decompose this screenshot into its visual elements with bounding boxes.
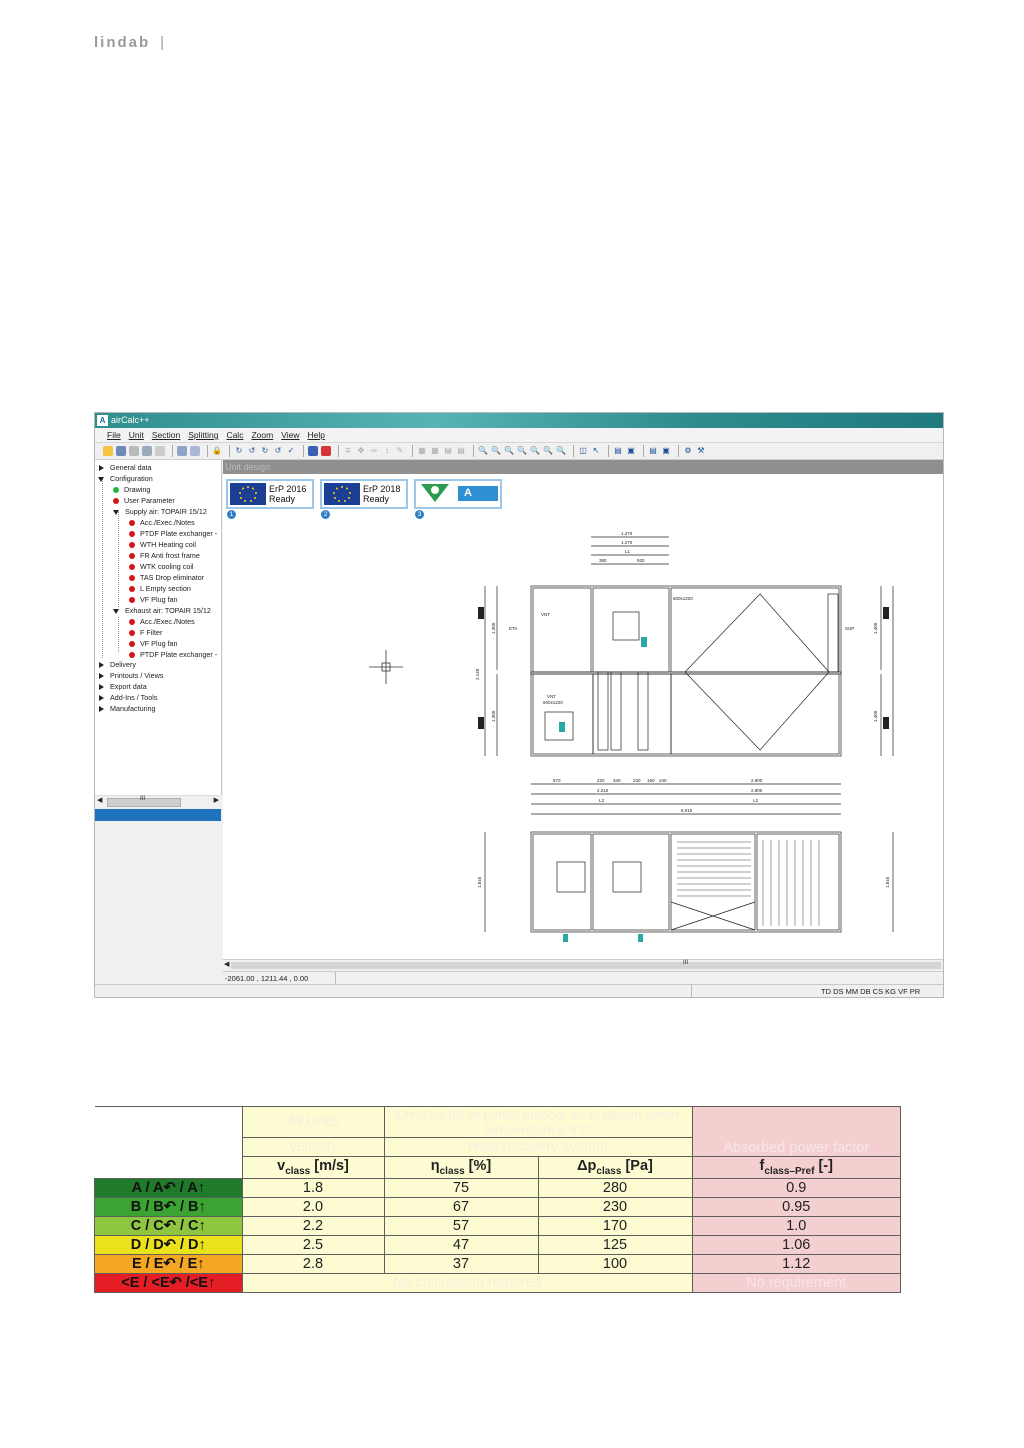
tree-item-drawing[interactable]: Drawing: [113, 485, 150, 495]
tree-item-supply-component[interactable]: PTDF Plate exchanger -: [129, 529, 217, 539]
unit-label: 600x1220: [543, 700, 563, 705]
tree-item-supply-component[interactable]: FR Anti frost frame: [129, 551, 200, 561]
tree-item-printouts[interactable]: Printouts / Views: [99, 671, 163, 681]
network-icon[interactable]: ⚙: [684, 446, 692, 455]
eu-flag-icon: [230, 483, 266, 505]
cube-red-icon[interactable]: [321, 446, 331, 456]
rotate-alt2-icon[interactable]: ↺: [274, 446, 282, 455]
title-bar: [95, 413, 943, 428]
erp-2018-line1: ErP 2018: [363, 484, 401, 494]
class-label: C / C↶ / C↑: [95, 1217, 243, 1236]
tree-scrollbar[interactable]: [95, 795, 221, 808]
pressure-value: 170: [538, 1217, 692, 1236]
status-ok-icon: [113, 487, 119, 493]
tree-item-supply-component[interactable]: WTH Heating coil: [129, 540, 196, 550]
menu-section[interactable]: Section: [151, 430, 181, 440]
header-outdoor-air: Units for full or partial outdoor air at design winter temperature ≤ 9°C: [384, 1107, 692, 1138]
col-power-factor: $f_{class-Pref}$ [-]: [692, 1157, 901, 1179]
unit-technical-drawing[interactable]: [473, 522, 933, 942]
class-label: D / D↶ / D↑: [95, 1236, 243, 1255]
col-efficiency: $\eta_{class}$ [%]: [384, 1157, 538, 1179]
no-calculation-note: No calculation required: [242, 1274, 692, 1293]
energy-class-table: [94, 1106, 901, 1293]
dim-label: 240: [659, 778, 667, 783]
toolbar-separator: [678, 445, 679, 457]
power-factor-value: 1.0: [692, 1217, 901, 1236]
toolbar-separator: [229, 445, 230, 457]
dim-label: 1.645: [885, 876, 890, 888]
dim-label: L1: [625, 549, 631, 554]
dim-label: L3: [599, 798, 605, 803]
power-factor-value: 0.95: [692, 1198, 901, 1217]
pressure-value: 280: [538, 1179, 692, 1198]
tree-item-exhaust-air[interactable]: Exhaust air: TOPAIR 15/12: [113, 606, 211, 616]
layers-icon[interactable]: ▤: [614, 446, 622, 455]
tree-item-supply-component[interactable]: TAS Drop eliminator: [129, 573, 204, 583]
header-heat-recovery: Heat recovery system: [384, 1138, 692, 1157]
status-error-icon: [129, 575, 135, 581]
erp-2016-badge[interactable]: [226, 479, 314, 509]
badge-number-1: 1: [227, 510, 236, 519]
col-velocity: $v_{class}$ [m/s]: [242, 1157, 384, 1179]
status-bar: [95, 984, 943, 998]
status-error-icon: [129, 564, 135, 570]
badge-number-2: 2: [321, 510, 330, 519]
dim-label: 340: [613, 778, 621, 783]
col-pressure-drop: $\Delta p_{class}$ [Pa]: [538, 1157, 692, 1179]
eu-flag-icon: [324, 483, 360, 505]
power-factor-value: 1.12: [692, 1255, 901, 1274]
dim-label: 1.645: [477, 876, 482, 888]
class-label: <E / <E↶ /<E↑: [95, 1274, 243, 1293]
table-row: [95, 1236, 901, 1255]
zoom-out-icon[interactable]: 🔍: [491, 446, 501, 455]
unit-label: ETA: [509, 626, 518, 631]
power-factor-value: 0.9: [692, 1179, 901, 1198]
zoom-prev-icon[interactable]: 🔍: [530, 446, 540, 455]
zoom-fit-icon[interactable]: 🔍: [504, 446, 514, 455]
pressure-value: 125: [538, 1236, 692, 1255]
dim-label: 2.140: [475, 668, 480, 680]
tools-icon[interactable]: ⚒: [697, 446, 705, 455]
pressure-value: 230: [538, 1198, 692, 1217]
scroll-grip: III: [140, 796, 146, 802]
design-scroll-thumb[interactable]: [231, 962, 941, 969]
tree-item-manufacturing[interactable]: Manufacturing: [99, 704, 156, 714]
dim-label: 1.400: [873, 622, 878, 634]
scroll-left-icon[interactable]: ◀: [224, 961, 230, 968]
efficiency-value: 57: [384, 1217, 538, 1236]
dim-label: 230: [633, 778, 641, 783]
status-error-icon: [129, 597, 135, 603]
class-label: E / E↶ / E↑: [95, 1255, 243, 1274]
velocity-value: 2.8: [242, 1255, 384, 1274]
menu-view[interactable]: View: [281, 430, 300, 440]
pressure-value: 100: [538, 1255, 692, 1274]
toolbar-separator: [303, 445, 304, 457]
erp-2018-badge[interactable]: [320, 479, 408, 509]
toolbar-separator: [207, 445, 208, 457]
power-factor-value: 1.06: [692, 1236, 901, 1255]
header-separator: |: [160, 34, 167, 51]
tree-selection-bar[interactable]: [95, 809, 221, 821]
tree-item-supply-component[interactable]: VF Plug fan: [129, 595, 178, 605]
app-logo-icon: A: [97, 415, 108, 426]
energy-class-badge[interactable]: [414, 479, 502, 509]
copy-icon[interactable]: [155, 446, 165, 456]
zoom-window-icon[interactable]: 🔍: [517, 446, 527, 455]
rotate-back-icon[interactable]: ↺: [248, 446, 256, 455]
table-row: [95, 1198, 901, 1217]
tree-item-addins[interactable]: Add-Ins / Tools: [99, 693, 157, 703]
dim-label: 220: [597, 778, 605, 783]
print-icon[interactable]: [177, 446, 187, 456]
design-canvas[interactable]: [223, 460, 943, 978]
tree-item-general-data[interactable]: General data: [99, 463, 152, 473]
header-velocity: Velocity: [242, 1138, 384, 1157]
new-icon[interactable]: [129, 446, 139, 456]
status-error-icon: [129, 619, 135, 625]
lock-icon[interactable]: 🔒: [212, 446, 222, 455]
unit-label: VNT: [541, 612, 550, 617]
velocity-value: 2.2: [242, 1217, 384, 1236]
check-icon[interactable]: ✓: [287, 446, 295, 455]
dim-label: 1.300: [491, 622, 496, 634]
header-power-factor: Absorbed power factor: [692, 1107, 901, 1157]
menu-file[interactable]: File: [107, 430, 121, 440]
erp-2016-line2: Ready: [269, 494, 296, 504]
velocity-value: 2.5: [242, 1236, 384, 1255]
status-error-icon: [129, 553, 135, 559]
rows-icon[interactable]: ▤: [457, 446, 465, 455]
app-window: [94, 412, 944, 998]
tree-item-exhaust-component[interactable]: F Filter: [129, 628, 162, 638]
tree-item-exhaust-component[interactable]: PTDF Plate exchanger -: [129, 650, 217, 660]
pointer-icon[interactable]: ↖: [592, 446, 600, 455]
dim-label: 1.300: [491, 710, 496, 722]
menu-zoom[interactable]: Zoom: [251, 430, 274, 440]
dim-label: 920: [637, 558, 645, 563]
status-error-icon: [129, 641, 135, 647]
window-icon[interactable]: ▣: [627, 446, 635, 455]
dim-label: L2: [753, 798, 759, 803]
tree-item-exhaust-component[interactable]: Acc./Exec./Notes: [129, 617, 195, 627]
dim-label: 2.210: [597, 788, 609, 793]
table-row: [95, 1217, 901, 1236]
dim-label: 380: [599, 558, 607, 563]
table-corner: [95, 1157, 243, 1179]
zoom-all-icon[interactable]: 🔍: [543, 446, 553, 455]
unit-label: 600x1220: [673, 596, 693, 601]
open-folder-icon[interactable]: [103, 446, 113, 456]
status-error-icon: [129, 630, 135, 636]
window-title: airCalc++: [111, 415, 150, 425]
edit-icon[interactable]: [142, 446, 152, 456]
cursor-coordinates: -2061.00 , 1211.44 , 0.00: [225, 974, 309, 983]
rotate-icon[interactable]: ↻: [235, 446, 243, 455]
design-header: Unit design: [223, 460, 943, 474]
toolbar-separator: [172, 445, 173, 457]
menu-bar: [95, 428, 943, 443]
velocity-value: 2.0: [242, 1198, 384, 1217]
save-icon[interactable]: [116, 446, 126, 456]
zoom-extent-icon[interactable]: 🔍: [556, 446, 566, 455]
brand-header: [94, 34, 166, 51]
configuration-tree: [95, 460, 222, 795]
measure-icon[interactable]: ∓: [344, 446, 352, 455]
tree-guide: [118, 617, 119, 652]
tree-guide: [102, 478, 103, 658]
toolbar-separator: [412, 445, 413, 457]
scroll-left-icon[interactable]: ◀: [97, 797, 103, 804]
status-flags: TD DS MM DB CS KG VF PR: [821, 987, 921, 996]
dim-label: 6.010: [681, 808, 693, 813]
dim-label: 1.270: [621, 531, 633, 536]
status-error-icon: [129, 520, 135, 526]
status-error-icon: [129, 542, 135, 548]
class-label: B / B↶ / B↑: [95, 1198, 243, 1217]
rotate-alt-icon[interactable]: ↻: [261, 446, 269, 455]
dim-label: 160: [647, 778, 655, 783]
pencil-icon[interactable]: ✎: [396, 446, 404, 455]
efficiency-value: 37: [384, 1255, 538, 1274]
tree-scroll-thumb[interactable]: [107, 798, 181, 807]
status-error-icon: [129, 586, 135, 592]
status-error-icon: [129, 652, 135, 658]
toolbar: [95, 443, 943, 460]
velocity-value: 1.8: [242, 1179, 384, 1198]
efficiency-value: 47: [384, 1236, 538, 1255]
coordinate-readout: [223, 971, 944, 985]
select-icon[interactable]: ◫: [579, 446, 587, 455]
tree-item-user-parameter[interactable]: User Parameter: [113, 496, 175, 506]
erp-2018-line2: Ready: [363, 494, 390, 504]
table-row: [95, 1255, 901, 1274]
dim-label: 970: [553, 778, 561, 783]
scroll-right-icon[interactable]: ▶: [213, 797, 219, 804]
tree-item-supply-component[interactable]: L Empty section: [129, 584, 191, 594]
menu-unit[interactable]: Unit: [128, 430, 144, 440]
link-icon[interactable]: ∞: [371, 446, 377, 455]
status-error-icon: [113, 498, 119, 504]
efficiency-value: 75: [384, 1179, 538, 1198]
tree-item-supply-component[interactable]: Acc./Exec./Notes: [129, 518, 195, 528]
grid-alt-icon[interactable]: ▦: [431, 446, 439, 455]
dim-label: 2.900: [751, 788, 763, 793]
tree-item-supply-component[interactable]: WTK cooling coil: [129, 562, 194, 572]
tree-guide: [118, 512, 119, 607]
grid-icon[interactable]: ▦: [418, 446, 426, 455]
toolbar-separator: [643, 445, 644, 457]
dim-label: 1.400: [873, 710, 878, 722]
energy-grade: A: [458, 486, 498, 501]
brand-logo: lindab: [94, 34, 151, 51]
crosshair-cursor-icon: [369, 650, 403, 684]
badge-number-3: 3: [415, 510, 424, 519]
unit-label: VNT: [547, 694, 556, 699]
toolbar-separator: [338, 445, 339, 457]
export-icon[interactable]: ▤: [649, 446, 657, 455]
tree-empty-area: [95, 821, 221, 987]
menu-calc[interactable]: Calc: [226, 430, 244, 440]
cube-blue-icon[interactable]: [308, 446, 318, 456]
columns-icon[interactable]: ▤: [444, 446, 452, 455]
tree-item-configuration[interactable]: Configuration: [98, 474, 153, 484]
move-icon[interactable]: ✥: [357, 446, 365, 455]
dimension-icon[interactable]: ↕: [385, 446, 389, 455]
table-corner: [95, 1107, 243, 1157]
toolbar-separator: [573, 445, 574, 457]
dim-label: 1.270: [621, 540, 633, 545]
efficiency-value: 67: [384, 1198, 538, 1217]
tree-item-supply-air[interactable]: Supply air: TOPAIR 15/12: [113, 507, 207, 517]
tree-item-delivery[interactable]: Delivery: [99, 660, 136, 670]
table-row: [95, 1274, 901, 1293]
menu-help[interactable]: Help: [307, 430, 325, 440]
tree-item-export[interactable]: Export data: [99, 682, 147, 692]
tree-item-exhaust-component[interactable]: VF Plug fan: [129, 639, 178, 649]
scroll-grip: III: [683, 960, 689, 966]
unit-label: SUP: [845, 626, 855, 631]
class-label: A / A↶ / A↑: [95, 1179, 243, 1198]
zoom-in-icon[interactable]: 🔍: [478, 446, 488, 455]
toolbar-separator: [473, 445, 474, 457]
header-all-units: All Units: [242, 1107, 384, 1138]
dim-label: 2.900: [751, 778, 763, 783]
erp-2016-line1: ErP 2016: [269, 484, 307, 494]
eurovent-logo-icon: [418, 482, 452, 506]
no-requirement-note: No requirement: [692, 1274, 901, 1293]
toolbar-separator: [608, 445, 609, 457]
status-error-icon: [129, 531, 135, 537]
table-row: [95, 1179, 901, 1198]
menu-splitting[interactable]: Splitting: [188, 430, 219, 440]
import-icon[interactable]: ▣: [662, 446, 670, 455]
preview-icon[interactable]: [190, 446, 200, 456]
